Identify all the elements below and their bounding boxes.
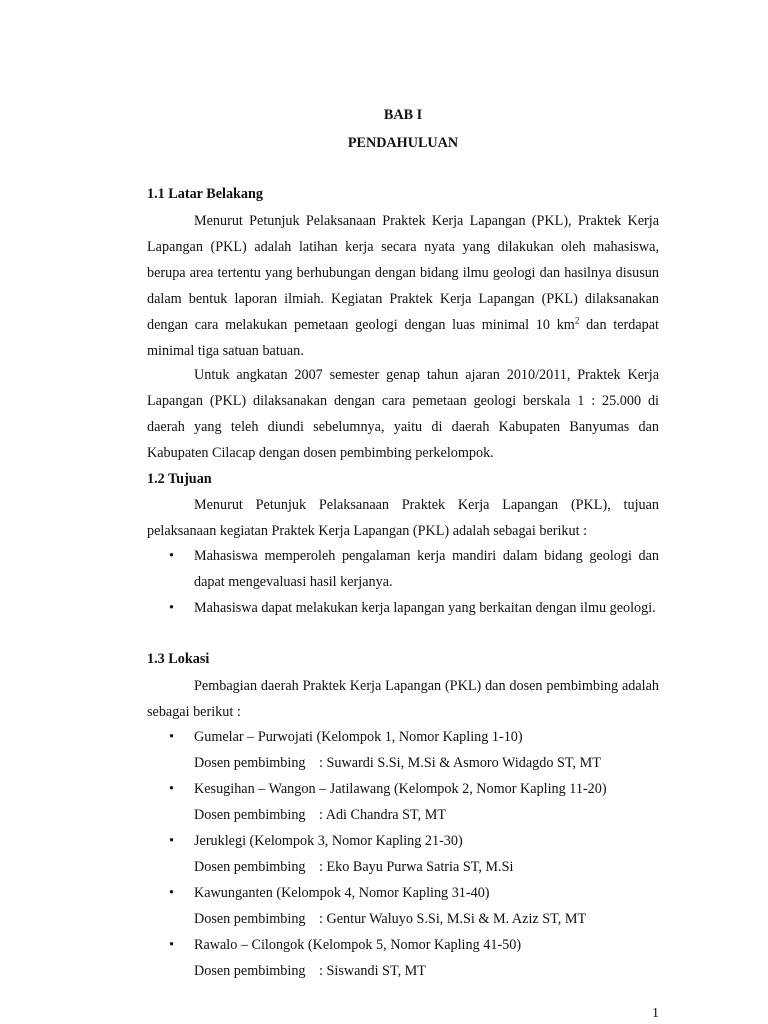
list-item <box>147 776 659 828</box>
bullet-icon: • <box>169 548 174 564</box>
location-area: Kawunganten (Kelompok 4, Nomor Kapling 31-40) <box>194 885 490 901</box>
section-title-tujuan: 1.2 Tujuan <box>147 471 212 487</box>
dosen-label: Dosen pembimbing <box>194 859 306 875</box>
tujuan-list <box>147 543 659 621</box>
section-title-latar-belakang: 1.1 Latar Belakang <box>147 186 264 202</box>
dosen-name: : Gentur Waluyo S.Si, M.Si & M. Aziz ST, MT <box>319 911 587 927</box>
list-item-text: Mahasiswa memperoleh pengalaman kerja mandiri dalam bidang geologi dan dapat mengevaluasi hasil kerjanya. <box>194 548 659 590</box>
dosen-line <box>194 802 659 828</box>
list-item <box>147 828 659 880</box>
chapter-number: BAB I <box>383 107 423 123</box>
paragraph-latar-belakang-2 <box>147 362 659 466</box>
dosen-label: Dosen pembimbing <box>194 755 306 771</box>
section-title-lokasi: 1.3 Lokasi <box>147 651 210 667</box>
list-item <box>147 595 659 621</box>
dosen-label: Dosen pembimbing <box>194 911 306 927</box>
location-area: Kesugihan – Wangon – Jatilawang (Kelompok 2, Nomor Kapling 11-20) <box>194 781 607 797</box>
bullet-icon: • <box>169 729 174 745</box>
location-area: Gumelar – Purwojati (Kelompok 1, Nomor Kapling 1-10) <box>194 729 523 745</box>
dosen-label: Dosen pembimbing <box>194 963 306 979</box>
location-area: Rawalo – Cilongok (Kelompok 5, Nomor Kapling 41-50) <box>194 937 522 953</box>
dosen-line <box>194 854 659 880</box>
chapter-title: PENDAHULUAN <box>347 135 459 151</box>
bullet-icon: • <box>169 833 174 849</box>
bullet-icon: • <box>169 600 174 616</box>
paragraph-text: Menurut Petunjuk Pelaksanaan Praktek Kerja Lapangan (PKL), tujuan pelaksanaan kegiatan Praktek Kerja Lapangan (PKL) adalah sebagai berikut : <box>147 497 659 539</box>
paragraph-lokasi <box>147 673 659 725</box>
dosen-name: : Siswandi ST, MT <box>319 963 426 979</box>
page-number: 1 <box>652 1006 659 1021</box>
dosen-line <box>194 906 659 932</box>
paragraph-text: Menurut Petunjuk Pelaksanaan Praktek Kerja Lapangan (PKL), Praktek Kerja Lapangan (PKL) adalah latihan kerja secara nyata yang dilakukan oleh mahasiswa, berupa area tertentu yang berhubungan dengan bidang ilmu geologi dan hasilnya disusun dalam bentuk laporan ilmiah. Kegiatan Praktek Kerja Lapangan (PKL) dilaksanakan dengan cara melakukan pemetaan geologi dengan luas minimal 10 km <box>147 213 659 333</box>
dosen-name: : Adi Chandra ST, MT <box>319 807 447 823</box>
dosen-line <box>194 958 659 984</box>
list-item-text: Mahasiswa dapat melakukan kerja lapangan yang berkaitan dengan ilmu geologi. <box>194 600 656 616</box>
list-item <box>147 880 659 932</box>
location-area: Jeruklegi (Kelompok 3, Nomor Kapling 21-30) <box>194 833 463 849</box>
dosen-line <box>194 750 659 776</box>
list-item <box>147 932 659 984</box>
paragraph-text-end: dan terdapat minimal tiga satuan batuan. <box>147 317 659 359</box>
paragraph-text: Untuk angkatan 2007 semester genap tahun ajaran 2010/2011, Praktek Kerja Lapangan (PKL) dilaksanakan dengan cara pemetaan geologi berskala 1 : 25.000 di daerah yang teleh diundi sebelumnya, yaitu di daerah Kabupaten Banyumas dan Kabupaten Cilacap dengan dosen pembimbing perkelompok. <box>147 367 659 461</box>
superscript: 2 <box>574 315 580 326</box>
list-item <box>147 543 659 595</box>
bullet-icon: • <box>169 781 174 797</box>
paragraph-text: Pembagian daerah Praktek Kerja Lapangan (PKL) dan dosen pembimbing adalah sebagai berikut : <box>147 678 659 720</box>
paragraph-tujuan <box>147 492 659 544</box>
list-item <box>147 724 659 776</box>
bullet-icon: • <box>169 937 174 953</box>
dosen-name: : Eko Bayu Purwa Satria ST, M.Si <box>319 859 514 875</box>
lokasi-list <box>147 724 659 984</box>
dosen-name: : Suwardi S.Si, M.Si & Asmoro Widagdo ST, MT <box>319 755 601 771</box>
paragraph-latar-belakang-1 <box>147 208 659 364</box>
dosen-label: Dosen pembimbing <box>194 807 306 823</box>
bullet-icon: • <box>169 885 174 901</box>
